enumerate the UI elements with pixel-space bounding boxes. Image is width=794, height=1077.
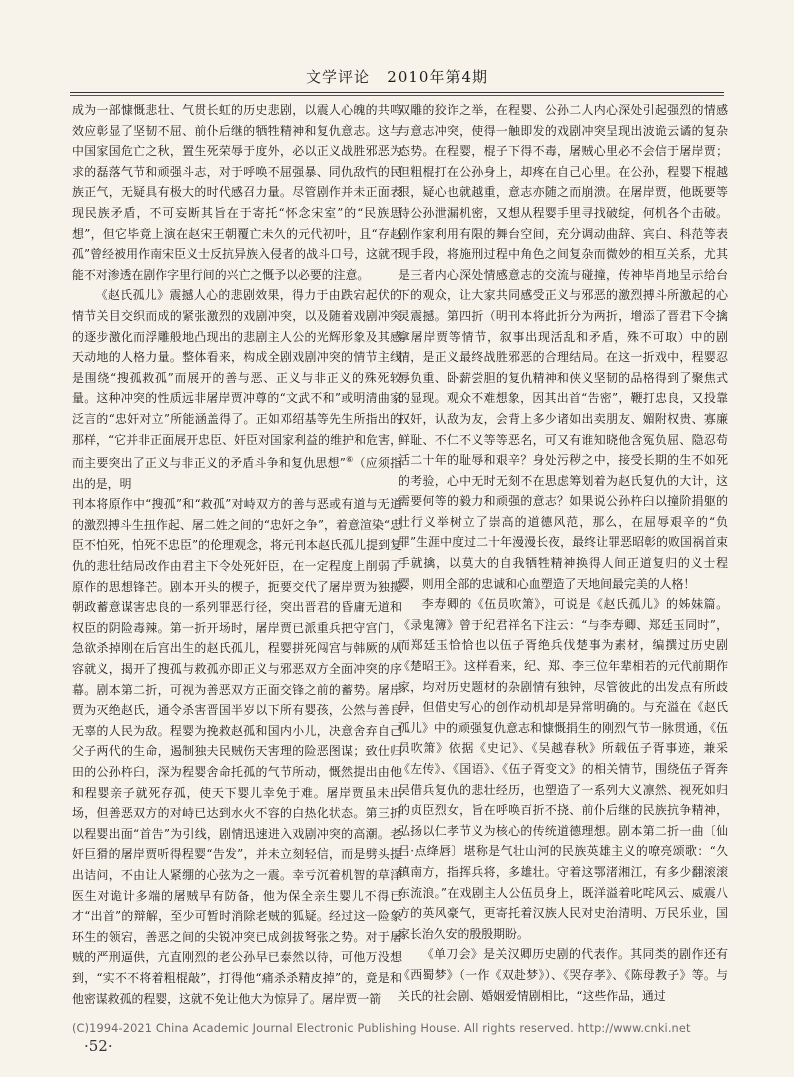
- journal-name: 文学评论: [305, 68, 370, 86]
- paragraph-text: （应须指出的是，明: [72, 456, 402, 491]
- header-rule-thin: [70, 95, 724, 96]
- paragraph: 双雕的狡诈之举，在程婴、公孙二人内心深处引起强烈的情感与意志冲突，使得一触即发的戏剧冲突呈现出波诡云谲的复杂态势。在程婴，棍子下得不毒，屠贼心里必不会信于屠岸贾；但粗棍打在公孙身上，却疼在自己心里。在公孙，程婴下棍越狠，疑心也就越重，意志亦随之而崩溃。在屠岸贾，他既要等待公孙泄漏机密，又想从程婴手里寻找破绽，何机各个击破。剧作家利用有限的舞台空间，充分调动曲辞、宾白、科范等表现手段，将施刑过程中角色之间复杂而微妙的相互关系，尤其是三者内心深处情感意志的交流与碰撞，传神毕肖地呈示给台下的观众，让大家共同感受正义与邪恶的激烈搏斗所激起的心灵震撼。第四折（明刊本将此折分为两折，增添了晋君下令擒拿屠岸贾等情节，叙事出现活乱和矛盾，殊不可取）中的剧情，是正义最终战胜邪恶的合理结局。在这一折戏中，程婴忍辱负重、卧薪尝胆的复仇精神和侠义坚韧的品格得到了聚焦式的显现。观众不难想象，因其出首“告密”，鞭打忠良，又投靠权奸，认敌为友，会背上多少诸如出卖朋友、媚附权贵、寡廉鲜耻、不仁不义等等恶名，可又有谁知晓他含冤负屈、隐忍苟活二十年的耻辱和艰辛？身处污秽之中，接受长期的生不如死的考验，心中无时无刻不在思虑筹划着为赵氏复仇的大计，这需要何等的毅力和顽强的意志？如果说公孙杵臼以撞阶捐躯的壮行义举树立了崇高的道德风范，那么，在屈辱艰辛的“负罪”生涯中度过二十年漫漫长夜，最终让罪恶昭彰的败国祸首束手就擒，以莫大的自我牺牲精神换得人间正道复归的义士程婴，则用全部的忠诚和心血塑造了天地间最完美的人格！: [398, 103, 728, 591]
- running-header: [0, 66, 794, 90]
- paragraph: 李寿卿的《伍员吹箫》，可说是《赵氏孤儿》的姊妹篇。《录鬼簿》曾于纪君祥名下注云：“与李寿卿、郑廷玉同时”，而郑廷玉恰恰也以伍子胥绝兵伐楚事为素材，编撰过历史剧《楚昭王》。这样看来，纪、郑、李三位年辈相若的元代前期作家，均对历史题材的杂剧情有独钟，尽管彼此的出发点有所歧异，但借史写心的创作动机却是异常明确的。与充溢在《赵氏孤儿》中的顽强复仇意志和慷慨捐生的刚烈气节一脉贯通，《伍员吹箫》依据《史记》、《吴越春秋》所载伍子胥事迹，兼采《左传》、《国语》、《伍子胥变文》的相关情节，围绕伍子胥奔吴借兵复仇的悲壮经历，也塑造了一系列大义凛然、视死如归的贞臣烈女，旨在呼唤百折不挠、前仆后继的民族抗争精神，弘扬以仁孝节义为核心的传统道德理想。剧本第二折一曲〔仙吕·点绛唇〕堪称是气壮山河的民族英雄主义的嘹亮颂歌：“久镇南方，指挥兵将，多雄壮。守着这鄂渚湘江，有多少翻滚滚东流浪。”在戏剧主人公伍员身上，既洋溢着叱咤风云、威震八方的英风豪气，更寄托着汉族人民对史治清明、万民乐业，国家长治久安的殷殷期盼。: [398, 597, 728, 941]
- left-column: [72, 100, 402, 1009]
- paragraph-text: 《赵氏孤儿》震撼人心的悲剧效果，得力于由跌宕起伏的情节关目交织而成的紧张激烈的戏剧冲突，以及随着戏剧冲突的逐步激化而浮雕般地凸现出的悲剧主人公的光辉形象及其感天动地的人格力量。整体看来，构成全剧戏剧冲突的情节主线是围绕“搜孤救孤”而展开的善与恶、正义与非正义的殊死较量。这种冲突的性质远非屠岸贾冲尊的“文武不和”或明清曲家泛言的“忠奸对立”所能涵盖得了。正如邓绍基等先生所指出的那样，“它并非正面展开忠臣、奸臣对国家利益的维护和危害，而主要突出了正义与非正义的矛盾斗争和复仇思想”: [72, 288, 402, 471]
- right-column: [398, 100, 728, 1006]
- paragraph: 刊本将原作中“搜孤”和“救孤”对峙双方的善与恶或有道与无道的激烈搏斗生扭作起、屠二姓之间的“忠奸之争”，着意渲染“忠臣不怕死，怕死不忠臣”的伦理观念，将元刊本赵氏孤儿提到复仇的悲壮结局改作由君主下令处死奸臣，在一定程度上削弱了原作的思想锋芒。剧本开头的楔子，扼要交代了屠岸贾为独揽朝政蓄意谋害忠良的一系列罪恶行径，突出晋君的昏庸无道和权臣的阴险毒辣。第一折开场时，屠岸贾已派重兵把守宫门，急欲杀掉刚在后宫出生的赵氏孤儿，程婴拼死闯宫与韩厥的从容就义，揭开了搜孤与救孤亦即正义与邪恶双方全面冲突的序幕。剧本第二折，可视为善恶双方正面交锋之前的蓄势。屠岸贾为灭绝赵氏，通令杀害晋国半岁以下所有婴孩，公然与善良无辜的人民为敌。程婴为挽救赵孤和国内小儿，决意舍弃自己父子两代的生命，遏制独夫民贼伤天害理的险恶图谋；致仕归田的公孙杵臼，深为程婴舍命托孤的气节所动，慨然提出由他和程婴亲子就死存孤，使天下婴儿幸免于难。屠岸贾虽未出场，但善恶双方的对峙已达到水火不容的白热化状态。第三折以程婴出面“首告”为引线，剧情迅速进入戏剧冲突的高潮。老奸巨猾的屠岸贾听得程婴“告发”，并未立刻轻信，而是劈头提出诘问，不由让人紧绷的心弦为之一震。幸亏沉着机智的草泽医生对诡计多端的屠贼早有防备，他为保全亲生婴儿不得已才“出首”的辩解，至少可暂时消除老贼的狐疑。经过这一险象环生的领宕，善恶之间的尖锐冲突已成剑拔弩张之势。对于屠贼的严刑逼供，亢直刚烈的老公孙早已泰然以待，可他万没想到，“实不不将着粗棍敲”，打得他“痛杀杀精皮掉”的，竟是和他密谋救孤的程婴，这就不免让他大为惊异了。屠岸贾一箭: [72, 497, 402, 1006]
- paragraph: 成为一部慷慨悲壮、气贯长虹的历史悲剧，以震人心魄的共鸣效应彰显了坚韧不屈、前仆后继的牺牲精神和复仇意志。这与中国家国危亡之秋，置生死荣辱于度外，必以正义战胜邪恶为求的磊落气节和顽强斗志，对于呼唤不屈强暴、同仇敌忾的民族正气，无疑具有极大的时代感召力量。尽管剧作并未正面表现民族矛盾，不可妄断其旨在于寄托“怀念宋室”的“民族思想”，但它毕竟上演在赵宋王朝覆亡未久的元代初叶，且“存赵孤”曾经被用作南宋臣义士反抗异族入侵者的战斗口号，这就不能不对渗透在剧作字里行间的兴亡之慨予以必要的注意。: [72, 103, 402, 282]
- header-rule: [70, 92, 724, 93]
- paragraph: 《单刀会》是关汉卿历史剧的代表作。其同类的剧作还有《西蜀梦》（一作《双赴梦》）、《哭存孝》、《陈母教子》等。与关氏的社会剧、婚姻爱情剧相比，“这些作品，通过: [398, 947, 728, 1003]
- paragraph: [72, 285, 402, 494]
- copyright-footer: (C)1994-2021 China Academic Journal Electronic Publishing House. All rights reserved. http://www.cnki.net: [72, 1022, 691, 1035]
- footnote-marker: ⑥: [345, 455, 354, 465]
- page-number: ·52·: [84, 1037, 113, 1055]
- issue-label: 2010年第4期: [387, 68, 489, 86]
